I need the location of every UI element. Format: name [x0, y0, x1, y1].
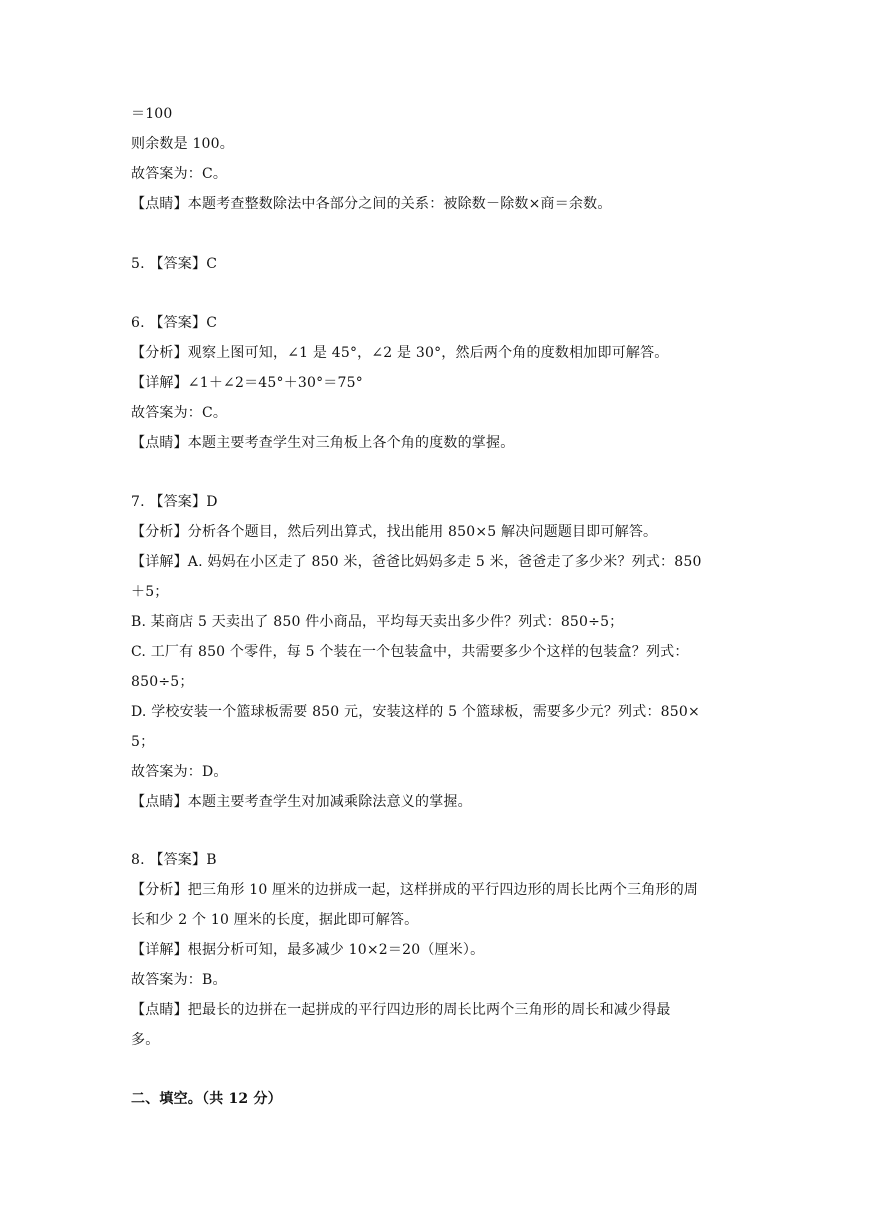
text-line: 【分析】分析各个题目，然后列出算式，找出能用 850×5 解决问题题目即可解答。	[131, 524, 658, 540]
text-line: 5；	[131, 734, 155, 750]
text-line: 【点睛】本题主要考查学生对加减乘除法意义的掌握。	[131, 794, 472, 810]
text-line: C. 工厂有 850 个零件，每 5 个装在一个包装盒中，共需要多少个这样的包装盒？列式：	[131, 644, 689, 660]
text-line: 【点睛】本题考查整数除法中各部分之间的关系：被除数－除数×商＝余数。	[131, 196, 612, 212]
text-line: 故答案为：C。	[131, 405, 228, 421]
answer-heading: 8. 【答案】B	[131, 852, 217, 868]
text-line: 故答案为：B。	[131, 972, 227, 988]
text-line: B. 某商店 5 天卖出了 850 件小商品，平均每天卖出多少件？列式：850÷5；	[131, 614, 624, 630]
text-line: 【点睛】本题主要考查学生对三角板上各个角的度数的掌握。	[131, 435, 515, 451]
text-line: 长和少 2 个 10 厘米的长度，据此即可解答。	[131, 912, 419, 928]
answer-heading: 5. 【答案】C	[131, 256, 218, 272]
section-heading: 二、填空。（共 12 分）	[131, 1091, 282, 1107]
text-line: 【点睛】把最长的边拼在一起拼成的平行四边形的周长比两个三角形的周长和减少得最	[131, 1002, 671, 1018]
text-line: 【详解】A. 妈妈在小区走了 850 米，爸爸比妈妈多走 5 米，爸爸走了多少米？列式：850	[131, 554, 702, 570]
text-line: 多。	[131, 1032, 160, 1048]
text-line: 则余数是 100。	[131, 136, 234, 152]
text-line: D. 学校安装一个篮球板需要 850 元，安装这样的 5 个篮球板，需要多少元？列式：850×	[131, 704, 700, 720]
text-line: ＋5；	[131, 584, 169, 600]
text-line: ＝100	[131, 106, 173, 122]
text-line: 【分析】观察上图可知，∠1 是 45°，∠2 是 30°，然后两个角的度数相加即可解答。	[131, 345, 669, 361]
answer-heading: 7. 【答案】D	[131, 494, 218, 510]
text-line: 【分析】把三角形 10 厘米的边拼成一起，这样拼成的平行四边形的周长比两个三角形的周	[131, 882, 699, 898]
text-line: 故答案为：D。	[131, 764, 228, 780]
text-line: 【详解】根据分析可知，最多减少 10×2＝20（厘米）。	[131, 942, 485, 958]
text-line: 【详解】∠1＋∠2＝45°＋30°＝75°	[131, 375, 363, 391]
answer-heading: 6. 【答案】C	[131, 315, 218, 331]
text-line: 故答案为：C。	[131, 166, 228, 182]
text-line: 850÷5；	[131, 674, 194, 690]
